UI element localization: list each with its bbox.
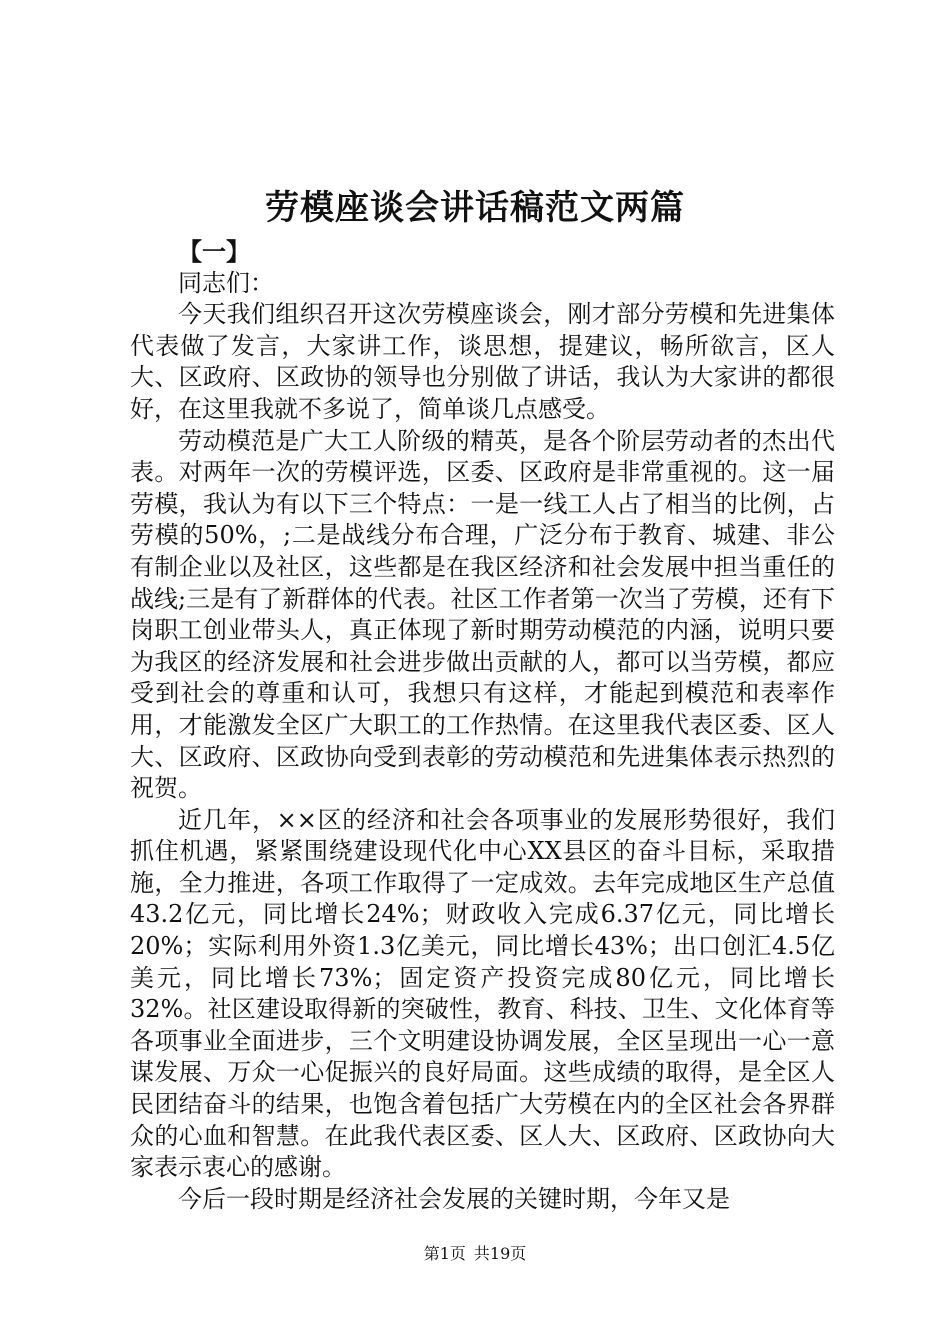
document-title: 劳模座谈会讲话稿范文两篇 xyxy=(265,188,685,228)
paragraph-4: 今后一段时期是经济社会发展的关键时期，今年又是 xyxy=(178,1184,730,1213)
paragraph-1: 今天我们组织召开这次劳模座谈会，刚才部分劳模和先进集体代表做了发言，大家讲工作，谈思想，提建议，畅所欲言，区人大、区政府、区政协的领导也分别做了讲话，我认为大家讲的都很好，在这里我就不多说了，简单谈几点感受。 xyxy=(130,300,835,423)
paragraph-2: 劳动模范是广大工人阶级的精英，是各个阶层劳动者的杰出代表。对两年一次的劳模评选，区委、区政府是非常重视的。这一届劳模，我认为有以下三个特点：一是一线工人占了相当的比例，占劳模的50%，;二是战线分布合理，广泛分布于教育、城建、非公有制企业以及社区，这些都是在我区经济和社会发展中担当重任的战线;三是有了新群体的代表。社区工作者第一次当了劳模，还有下岗职工创业带头人，真正体现了新时期劳动模范的内涵，说明只要为我区的经济发展和社会进步做出贡献的人，都可以当劳模，都应受到社会的尊重和认可，我想只有这样，才能起到模范和表率作用，才能激发全区广大职工的工作热情。在这里我代表区委、区人大、区政府、区政协向受到表彰的劳动模范和先进集体表示热烈的祝贺。 xyxy=(130,426,835,803)
paragraph-3: 近几年，××区的经济和社会各项事业的发展形势很好，我们抓住机遇，紧紧围绕建设现代化中心XX县区的奋斗目标，采取措施，全力推进，各项工作取得了一定成效。去年完成地区生产总值43.2亿元，同比增长24%；财政收入完成6.37亿元，同比增长20%；实际利用外资1.3亿美元，同比增长43%；出口创汇4.5亿美元，同比增长73%；固定资产投资完成80亿元，同比增长32%。社区建设取得新的突破性，教育、科技、卫生、文化体育等各项事业全面进步，三个文明建设协调发展，全区呈现出一心一意谋发展、万众一心促振兴的良好局面。这些成绩的取得，是全区人民团结奋斗的结果，也饱含着包括广大劳模在内的全区社会各界群众的心血和智慧。在此我代表区委、区人大、区政府、区政协向大家表示衷心的感谢。 xyxy=(130,805,835,1182)
page-total: 共19页 xyxy=(473,1244,527,1263)
salutation: 同志们： xyxy=(178,268,274,297)
section-label: 【一】 xyxy=(178,237,250,266)
page-number: 第1页 xyxy=(423,1244,466,1263)
page-footer xyxy=(0,1244,950,1264)
document-body xyxy=(130,236,835,1215)
